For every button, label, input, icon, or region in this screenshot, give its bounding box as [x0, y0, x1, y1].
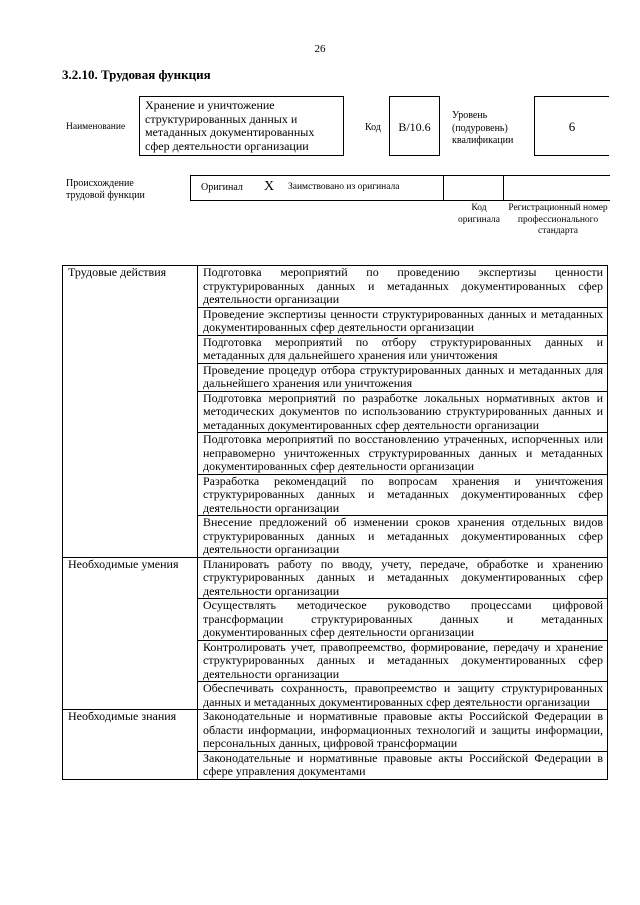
level-box: [534, 96, 609, 156]
code-value: B/10.6: [398, 120, 431, 134]
table-row: [63, 266, 608, 308]
table-cell: Подготовка мероприятий по разработке локальных нормативных актов и методических документов по использованию структурированных данных и метаданных документированных сфер деятельности организации: [198, 391, 608, 433]
origin-label: Происхождение трудовой функции: [66, 178, 145, 201]
original-label: Оригинал: [201, 182, 243, 193]
page-number: 26: [314, 43, 326, 55]
section-title-cell: Трудовые действия: [63, 266, 198, 558]
table-cell: Подготовка мероприятий по отбору структурированных данных и метаданных для дальнейшего хранения или уничтожения: [198, 335, 608, 363]
function-name-value: Хранение и уничтожение структурированных данных и метаданных документированных сфер деятельности организации: [145, 98, 315, 153]
borrowed-label: Заимствовано из оригинала: [288, 182, 400, 192]
registration-number-caption: Регистрационный номер профессионального стандарта: [508, 203, 608, 236]
function-table: [62, 265, 608, 780]
name-label: Наименование: [66, 122, 126, 132]
origin-cell-main: [190, 176, 444, 200]
original-mark: X: [264, 179, 275, 194]
table-cell: Подготовка мероприятий по проведению экспертизы ценности структурированных данных и метаданных документированных сфер деятельности организации: [198, 266, 608, 308]
section-title-cell: Необходимые знания: [63, 710, 198, 780]
table-row: [63, 557, 608, 599]
section-title-cell: Необходимые умения: [63, 557, 198, 710]
table-cell: Осуществлять методическое руководство процессами цифровой трансформации структурированных данных и метаданных документированных сфер деятельности организации: [198, 599, 608, 641]
level-value: 6: [568, 119, 576, 134]
table-row: [63, 710, 608, 752]
code-label: Код: [365, 122, 381, 133]
table-cell: Внесение предложений об изменении сроков хранения отдельных видов структурированных данных и метаданных документированных сфер деятельности организации: [198, 516, 608, 558]
code-box: [389, 96, 440, 156]
function-name-box: [139, 96, 344, 156]
level-label: Уровень (подуровень) квалификации: [452, 110, 514, 146]
origin-code-cell: [444, 176, 504, 200]
origin-row: [190, 175, 610, 201]
table-cell: Законодательные и нормативные правовые акты Российской Федерации в сфере управления документами: [198, 751, 608, 779]
original-code-caption: Код оригинала: [458, 203, 500, 225]
section-title: 3.2.10. Трудовая функция: [62, 67, 211, 82]
table-cell: Планировать работу по вводу, учету, передаче, обработке и хранению структурированных данных и метаданных документированных сфер деятельности организации: [198, 557, 608, 599]
table-cell: Контролировать учет, правопреемство, формирование, передачу и хранение структурированных данных и метаданных документированных сфер деятельности организации: [198, 640, 608, 682]
table-cell: Подготовка мероприятий по восстановлению утраченных, испорченных или неправомерно уничтоженных структурированных данных и метаданных документированных сфер деятельности организации: [198, 433, 608, 475]
table-cell: Разработка рекомендаций по вопросам хранения и уничтожения структурированных данных и метаданных документированных сфер деятельности организации: [198, 474, 608, 516]
table-cell: Обеспечивать сохранность, правопреемство и защиту структурированных данных и метаданных документированных сфер деятельности организации: [198, 682, 608, 710]
table-cell: Законодательные и нормативные правовые акты Российской Федерации в области информации, информационных технологий и защиты информации, персональных данных, цифровой трансформации: [198, 710, 608, 752]
table-cell: Проведение процедур отбора структурированных данных и метаданных для дальнейшего хранения или уничтожения: [198, 363, 608, 391]
table-cell: Проведение экспертизы ценности структурированных данных и метаданных документированных сфер деятельности организации: [198, 307, 608, 335]
